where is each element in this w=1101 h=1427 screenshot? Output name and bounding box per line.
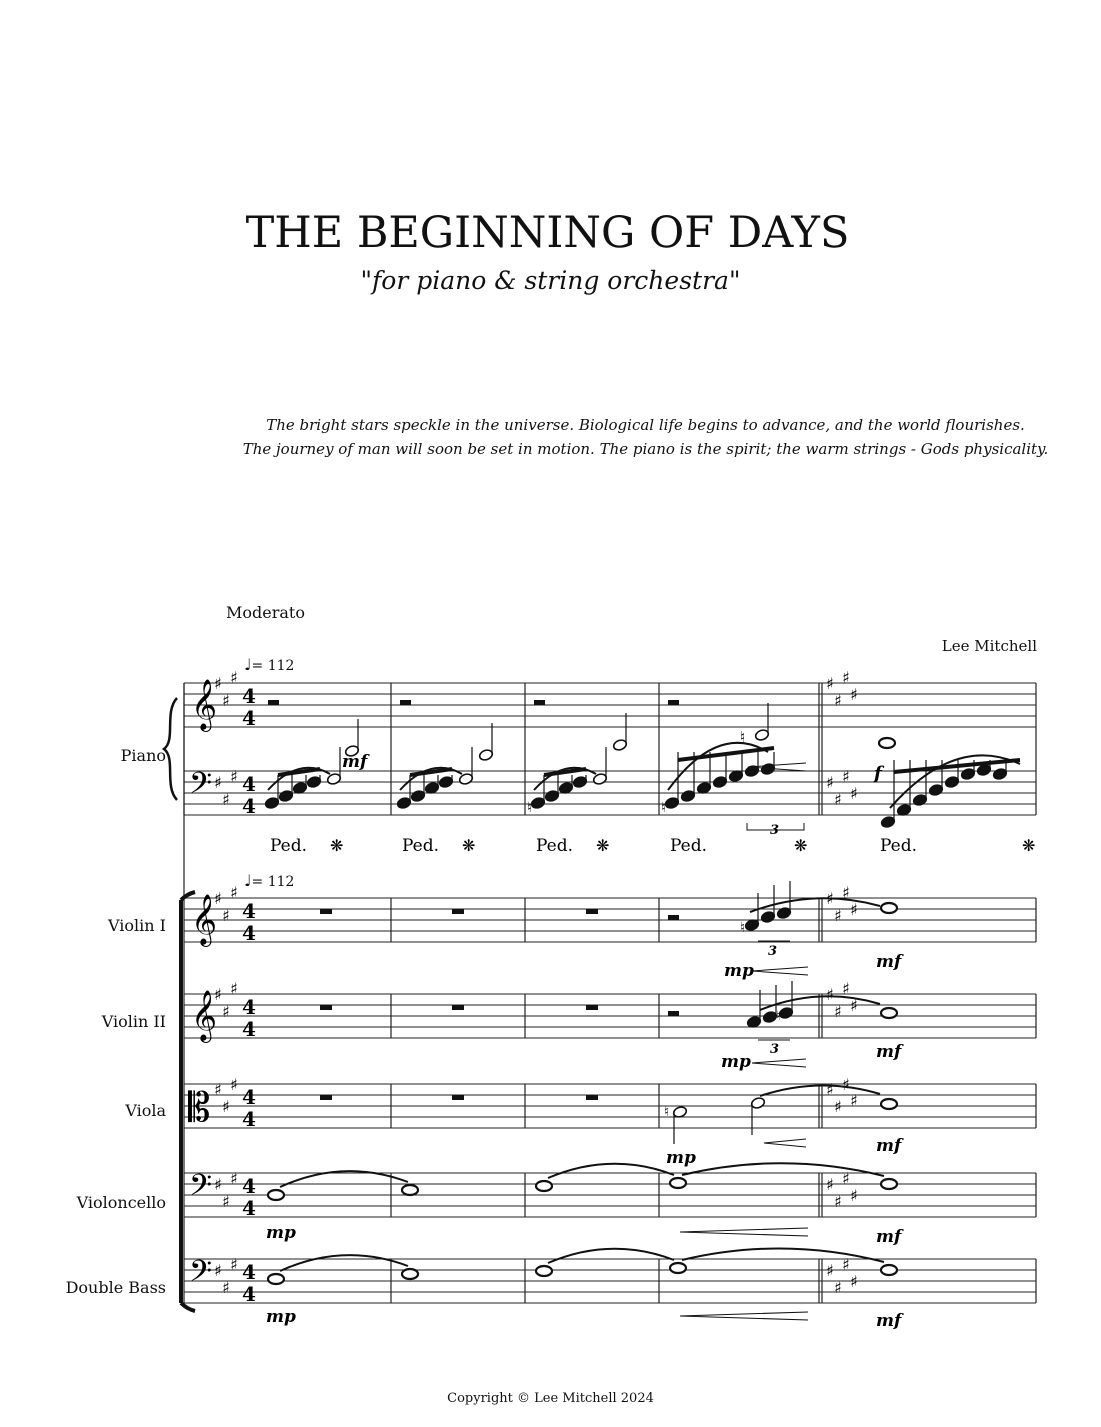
dynamic-mf: mf (876, 1042, 902, 1062)
sharp-icon: ♯ (230, 1255, 238, 1274)
sharp-icon: ♯ (834, 1192, 842, 1211)
sharp-icon: ♯ (826, 889, 834, 908)
whole-note (881, 1008, 897, 1018)
time-signature-denominator: 4 (242, 1107, 256, 1131)
pedal-up-marker: ❋ (596, 836, 610, 855)
slur (280, 1171, 408, 1187)
note-head (776, 906, 791, 919)
time-signature-denominator: 4 (242, 794, 256, 818)
bass-clef-icon: 𝄢 (189, 1169, 213, 1210)
tempo-marking: Moderato (226, 603, 305, 622)
note-head (750, 1096, 765, 1109)
time-signature-numerator: 4 (242, 1174, 256, 1198)
sharp-icon: ♯ (214, 773, 222, 792)
slur (682, 1248, 884, 1262)
dynamic-mf: mf (876, 1227, 902, 1247)
whole-note (402, 1269, 418, 1279)
slur (760, 996, 880, 1010)
note-head (912, 793, 927, 806)
sharp-icon: ♯ (842, 767, 850, 786)
whole-note (881, 1179, 897, 1189)
whole-note (536, 1266, 552, 1276)
sharp-icon: ♯ (230, 668, 238, 687)
whole-note (670, 1178, 686, 1188)
note-head (944, 775, 959, 788)
sharp-icon: ♯ (842, 883, 850, 902)
note-head (544, 789, 559, 802)
whole-note (268, 1274, 284, 1284)
time-signature-denominator: 4 (242, 706, 256, 730)
note-head (530, 796, 545, 809)
slur (760, 1085, 880, 1096)
whole-note (670, 1263, 686, 1273)
metronome-mark-piano: ♩= 112 (244, 655, 295, 674)
rest-icon (668, 915, 679, 920)
note-head (754, 728, 769, 741)
metronome-mark-strings: ♩= 112 (244, 871, 295, 890)
alto-clef-icon: 𝄡 (188, 1085, 211, 1131)
note-head (458, 772, 473, 785)
slur (750, 898, 880, 912)
note-head (680, 789, 695, 802)
sharp-icon: ♯ (222, 906, 230, 925)
instrument-label-violin-1: Violin I (108, 916, 166, 935)
sharp-icon: ♯ (222, 1278, 230, 1297)
note-head (960, 767, 975, 780)
sharp-icon: ♯ (826, 674, 834, 693)
rest-icon (320, 1005, 332, 1010)
sharp-icon: ♯ (826, 985, 834, 1004)
time-signature-numerator: 4 (242, 772, 256, 796)
rest-icon (452, 909, 464, 914)
rest-icon (320, 909, 332, 914)
note-head (928, 783, 943, 796)
composer-name: Lee Mitchell (941, 637, 1037, 655)
note-head (306, 775, 321, 788)
treble-clef-icon: 𝄞 (191, 894, 218, 945)
crescendo-hairpin (764, 1139, 806, 1147)
rest-icon (668, 700, 679, 705)
sharp-icon: ♯ (850, 900, 858, 919)
note-head (992, 767, 1007, 780)
sharp-icon: ♯ (834, 1002, 842, 1021)
sharp-icon: ♯ (222, 691, 230, 710)
rest-icon (668, 1011, 679, 1016)
pedal-down-marker: Ped. (880, 836, 918, 856)
whole-note (881, 903, 897, 913)
natural-icon: ♮ (661, 800, 667, 816)
sharp-icon: ♯ (230, 1075, 238, 1094)
sharp-icon: ♯ (842, 1255, 850, 1274)
rest-icon (586, 1095, 598, 1100)
sharp-icon: ♯ (842, 1075, 850, 1094)
note-head (612, 738, 627, 751)
sharp-icon: ♯ (826, 773, 834, 792)
sharp-icon: ♯ (850, 1091, 858, 1110)
note-head (326, 772, 341, 785)
note-head (760, 910, 775, 923)
whole-note (881, 1099, 897, 1109)
piano-brace (164, 698, 177, 800)
crescendo-hairpin (680, 1312, 808, 1320)
treble-clef-icon: 𝄞 (191, 990, 218, 1041)
pedal-down-marker: Ped. (670, 836, 708, 856)
sharp-icon: ♯ (230, 767, 238, 786)
slur (548, 1249, 674, 1263)
note-head (396, 796, 411, 809)
whole-note (268, 1190, 284, 1200)
pedal-up-marker: ❋ (794, 836, 808, 855)
note-head (478, 748, 493, 761)
whole-note (879, 738, 895, 748)
sharp-icon: ♯ (842, 1169, 850, 1188)
rest-icon (400, 700, 411, 705)
sharp-icon: ♯ (850, 1186, 858, 1205)
time-signature-denominator: 4 (242, 921, 256, 945)
dynamic-mp: mp (721, 1052, 751, 1072)
dynamic-mp: mp (724, 961, 754, 981)
dynamic-mp: mp (266, 1307, 296, 1327)
sharp-icon: ♯ (834, 1278, 842, 1297)
time-signature-numerator: 4 (242, 899, 256, 923)
dynamic-mf: mf (876, 1311, 902, 1331)
note-head (278, 789, 293, 802)
rest-icon (320, 1095, 332, 1100)
score-subtitle: "for piano & string orchestra" (360, 266, 741, 295)
tuplet-number: 3 (770, 1042, 780, 1057)
rest-icon (586, 909, 598, 914)
note-head (760, 762, 775, 775)
slur (280, 1255, 408, 1271)
sharp-icon: ♯ (850, 996, 858, 1015)
sharp-icon: ♯ (834, 1097, 842, 1116)
slur (548, 1164, 674, 1178)
score-title: THE BEGINNING OF DAYS (245, 208, 850, 258)
sharp-icon: ♯ (214, 674, 222, 693)
note-head (592, 772, 607, 785)
dynamic-mf: mf (876, 1136, 902, 1156)
sharp-icon: ♯ (214, 889, 222, 908)
sharp-icon: ♯ (214, 985, 222, 1004)
crescendo-hairpin (752, 967, 808, 975)
note-head (264, 796, 279, 809)
sharp-icon: ♯ (222, 790, 230, 809)
tuplet-number: 3 (768, 944, 778, 959)
pedal-down-marker: Ped. (270, 836, 308, 856)
instrument-label-piano: Piano (120, 746, 166, 765)
instrument-label-viola: Viola (125, 1101, 166, 1120)
dynamic-mp: mp (266, 1223, 296, 1243)
pedal-up-marker: ❋ (1022, 836, 1036, 855)
natural-icon: ♮ (664, 1104, 670, 1120)
slur (682, 1163, 884, 1176)
whole-note (402, 1185, 418, 1195)
time-signature-denominator: 4 (242, 1282, 256, 1306)
treble-clef-icon: 𝄞 (191, 679, 218, 730)
time-signature-denominator: 4 (242, 1017, 256, 1041)
rest-icon (268, 700, 279, 705)
whole-note (536, 1181, 552, 1191)
sharp-icon: ♯ (214, 1261, 222, 1280)
note-head (880, 815, 895, 828)
instrument-label-violin-2: Violin II (101, 1012, 166, 1031)
dynamic-mf: mf (342, 752, 368, 772)
time-signature-numerator: 4 (242, 684, 256, 708)
bass-clef-icon: 𝄢 (189, 767, 213, 808)
sharp-icon: ♯ (222, 1192, 230, 1211)
time-signature-numerator: 4 (242, 995, 256, 1019)
natural-icon: ♮ (776, 1009, 781, 1024)
sharp-icon: ♯ (230, 883, 238, 902)
sharp-icon: ♯ (214, 1080, 222, 1099)
sharp-icon: ♯ (222, 1002, 230, 1021)
sharp-icon: ♯ (842, 668, 850, 687)
time-signature-denominator: 4 (242, 1196, 256, 1220)
dynamic-mf: mf (876, 952, 902, 972)
sharp-icon: ♯ (230, 1169, 238, 1188)
rest-icon (452, 1095, 464, 1100)
time-signature-numerator: 4 (242, 1260, 256, 1284)
rest-icon (586, 1005, 598, 1010)
note-head (438, 775, 453, 788)
copyright-notice: Copyright © Lee Mitchell 2024 (447, 1391, 654, 1406)
pedal-down-marker: Ped. (402, 836, 440, 856)
bass-clef-icon: 𝄢 (189, 1255, 213, 1296)
time-signature-numerator: 4 (242, 1085, 256, 1109)
rest-icon (534, 700, 545, 705)
tuplet-number: 3 (770, 823, 780, 838)
crescendo-hairpin (680, 1228, 808, 1236)
sharp-icon: ♯ (214, 1175, 222, 1194)
natural-icon: ♮ (740, 920, 746, 936)
sharp-icon: ♯ (826, 1080, 834, 1099)
note-head (410, 789, 425, 802)
note-head (572, 775, 587, 788)
sharp-icon: ♯ (826, 1261, 834, 1280)
sharp-icon: ♯ (826, 1175, 834, 1194)
sharp-icon: ♯ (850, 784, 858, 803)
sharp-icon: ♯ (834, 691, 842, 710)
sharp-icon: ♯ (834, 906, 842, 925)
dynamic-f: f (874, 763, 882, 784)
sharp-icon: ♯ (850, 685, 858, 704)
sharp-icon: ♯ (230, 979, 238, 998)
natural-icon: ♮ (527, 800, 533, 816)
sharp-icon: ♯ (222, 1097, 230, 1116)
note-head (664, 796, 679, 809)
crescendo-hairpin (752, 1059, 806, 1067)
sharp-icon: ♯ (842, 979, 850, 998)
note-head (712, 775, 727, 788)
instrument-label-double-bass: Double Bass (65, 1278, 166, 1297)
sharp-icon: ♯ (850, 1272, 858, 1291)
sharp-icon: ♯ (834, 790, 842, 809)
rest-icon (452, 1005, 464, 1010)
pedal-up-marker: ❋ (330, 836, 344, 855)
pedal-down-marker: Ped. (536, 836, 574, 856)
description-line-1: The bright stars speckle in the universe. Biological life begins to advance, and the world flourishes. (266, 416, 1025, 434)
instrument-label-violoncello: Violoncello (76, 1193, 166, 1212)
whole-note (881, 1265, 897, 1275)
description-line-2: The journey of man will soon be set in motion. The piano is the spirit; the warm strings - Gods physicality. (242, 440, 1049, 458)
natural-icon: ♮ (740, 728, 746, 746)
dynamic-mp: mp (666, 1148, 696, 1168)
pedal-up-marker: ❋ (462, 836, 476, 855)
